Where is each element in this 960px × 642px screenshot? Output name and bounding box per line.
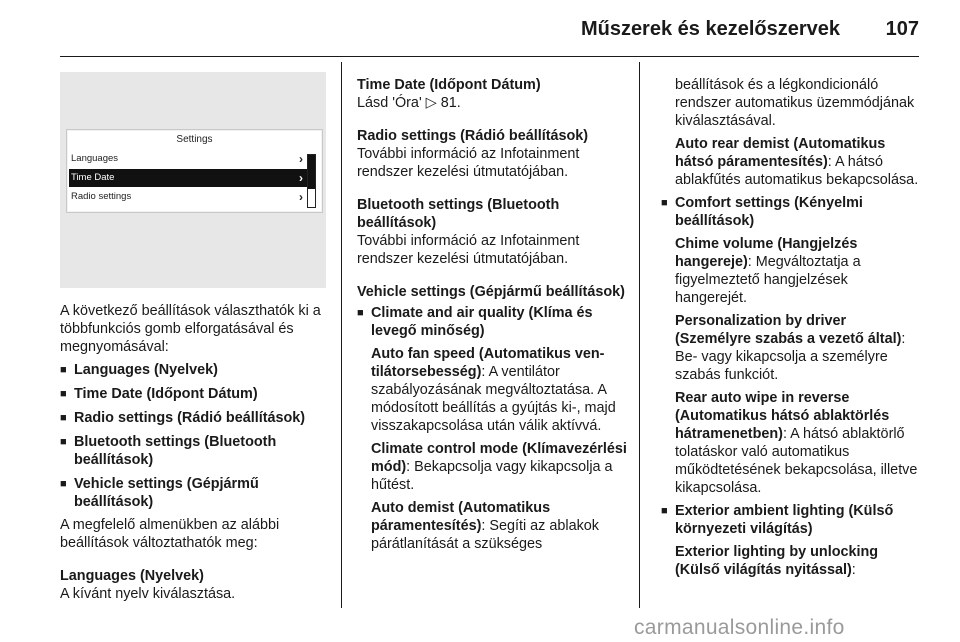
setting-auto-demist: Auto demist (Automatikus páramentesítés): Segíti az ablakok párátlanítását a szükséges	[371, 500, 599, 552]
screen-title: Settings	[176, 134, 213, 145]
bullet-icon: ■	[60, 436, 67, 448]
paragraph: beállítások és a légkondicionáló rendszer automatikus üzemmódjának kiválasztásával.	[675, 77, 915, 129]
column-divider	[639, 62, 640, 608]
screen-item-languages	[69, 150, 307, 168]
chevron-right-icon: ›	[299, 171, 303, 185]
subheading-languages: Languages (Nyelvek)	[60, 568, 204, 584]
list-item: ■ Climate and air quality (Klíma és levegő minőség)	[357, 305, 593, 339]
scrollbar-thumb	[308, 155, 315, 189]
setting-exterior-unlock: Exterior lighting by unlocking (Külső világítás nyitással):	[675, 544, 879, 578]
screen-item-label: Time Date	[71, 172, 115, 183]
bullet-icon: ■	[60, 364, 67, 376]
setting-rear-wipe: Rear auto wipe in reverse (Automatikus hátsó ablaktörlés hátramenetben): A hátsó ablaktörlő tolatáskor való automatikus működtetésének bekapcsolása, illetve kikapcsolása.	[675, 390, 918, 496]
bullet-icon: ■	[357, 307, 364, 319]
bullet-icon: ■	[60, 388, 67, 400]
intro-paragraph: A következő beállítások választhatók ki a többfunkciós gomb elforgatásával és megnyomásával:	[60, 303, 321, 355]
column-divider	[341, 62, 342, 608]
column-3	[661, 76, 923, 579]
screen-item-radio-settings	[69, 188, 307, 206]
list-item: ■ Languages (Nyelvek)	[60, 362, 218, 378]
section-title: Műszerek és kezelőszervek	[580, 18, 840, 40]
bullet-icon: ■	[661, 505, 668, 517]
subheading-time-date: Time Date (Időpont Dátum)	[357, 77, 541, 93]
bullet-icon: ■	[60, 478, 67, 490]
paragraph: További információ az Infotainment rendszer kezelési útmutatójában.	[357, 233, 580, 267]
list-item: ■ Exterior ambient lighting (Külső környezeti világítás)	[661, 503, 894, 537]
infotainment-screen	[66, 129, 323, 213]
subheading-radio: Radio settings (Rádió beállítások)	[357, 128, 589, 144]
screen-item-label: Languages	[71, 153, 119, 164]
column-1	[60, 302, 328, 603]
setting-chime-volume: Chime volume (Hangjelzés hangereje): Megváltoztatja a figyelmeztető hangjelzések hangerejét.	[675, 236, 861, 306]
column-2	[357, 76, 629, 553]
paragraph: A megfelelő almenükben az alábbi beállítások változtathatók meg:	[60, 517, 280, 551]
setting-rear-demist: Auto rear demist (Automatikus hátsó páramentesítés): A hátsó ablakfűtés automatikus bekapcsolása.	[675, 136, 919, 188]
screen-scrollbar	[307, 154, 316, 208]
screen-item-time-date	[69, 169, 307, 187]
subheading-bluetooth: Bluetooth settings (Bluetooth beállítások)	[357, 197, 560, 231]
list-item: ■ Bluetooth settings (Bluetooth beállítások)	[60, 434, 277, 468]
bullet-icon: ■	[661, 197, 668, 209]
setting-personalization: Personalization by driver (Személyre szabás a vezető által): Be- vagy kikapcsolja a személyre szabás funkciót.	[675, 313, 906, 383]
paragraph: A kívánt nyelv kiválasztása.	[60, 586, 236, 602]
list-item: ■ Time Date (Időpont Dátum)	[60, 386, 258, 402]
list-item: ■ Vehicle settings (Gépjármű beállítások)	[60, 476, 259, 510]
chevron-right-icon: ›	[299, 152, 303, 166]
list-item: ■ Comfort settings (Kényelmi beállítások)	[661, 195, 863, 229]
page-header	[0, 0, 960, 60]
setting-climate-mode: Climate control mode (Klímavezérlési mód): Bekapcsolja vagy kikapcsolja a hűtést.	[371, 441, 627, 493]
header-divider	[60, 56, 919, 57]
subheading-vehicle: Vehicle settings (Gépjármű beállítások)	[357, 284, 625, 300]
screen-item-label: Radio settings	[71, 191, 132, 202]
setting-auto-fan: Auto fan speed (Automatikus ven-tilátorsebesség): A ventilátor szabályozásának megváltoztatása. A módosított beállítás a gyújtás ki-, majd visszakapcsolása után válik aktívvá.	[371, 346, 616, 434]
settings-screen-figure	[60, 72, 326, 288]
watermark: carmanualsonline.info	[634, 616, 845, 639]
paragraph: További információ az Infotainment rendszer kezelési útmutatójában.	[357, 146, 580, 180]
page-number: 107	[885, 18, 919, 40]
chevron-right-icon: ›	[299, 190, 303, 204]
paragraph: Lásd 'Óra' ▷ 81.	[357, 95, 461, 111]
bullet-icon: ■	[60, 412, 67, 424]
list-item: ■ Radio settings (Rádió beállítások)	[60, 410, 306, 426]
